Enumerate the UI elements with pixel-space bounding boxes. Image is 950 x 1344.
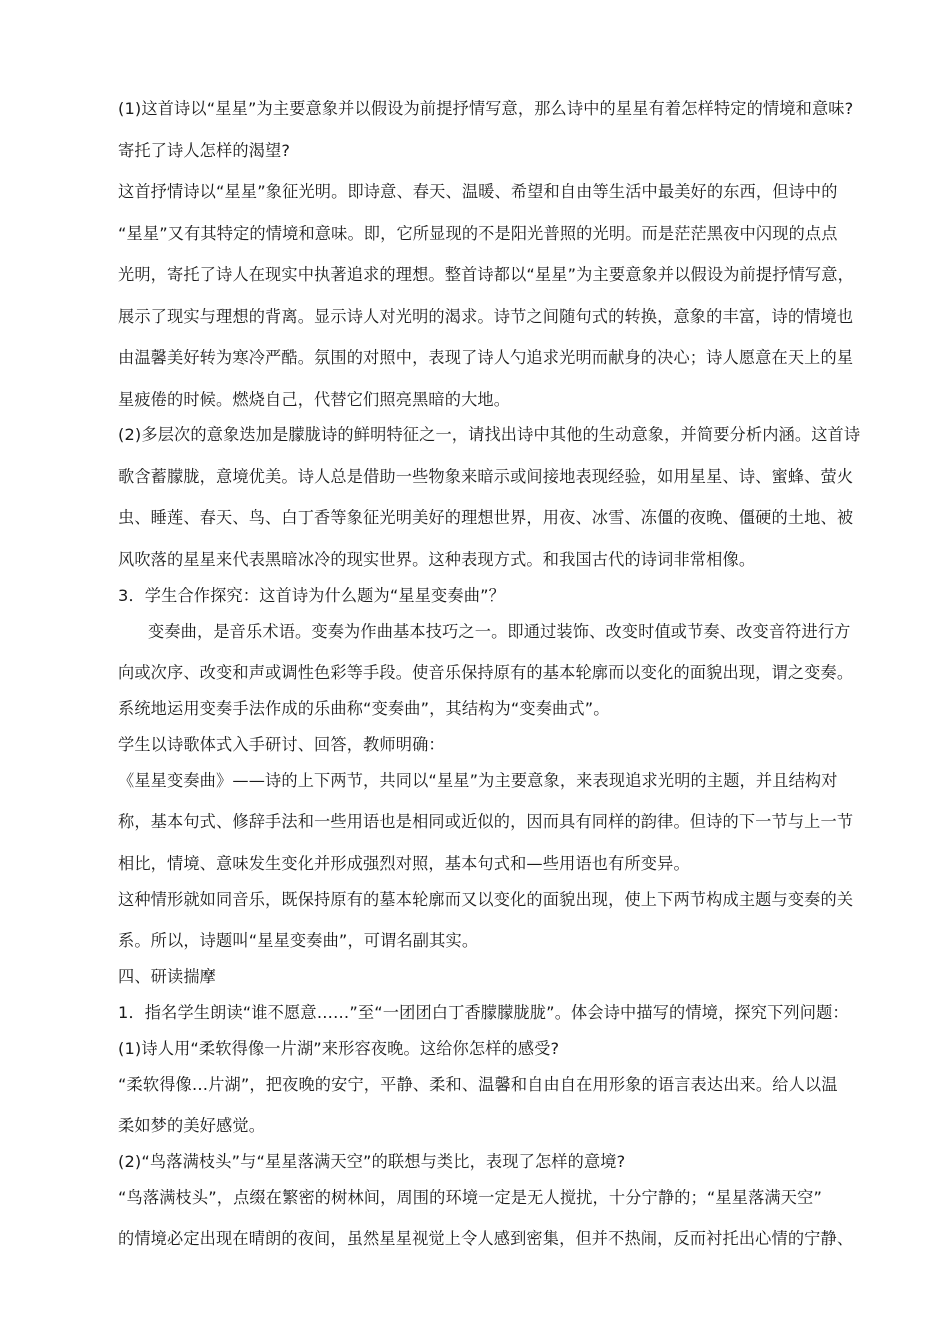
text-line: 展示了现实与理想的背离。显示诗人对光明的渴求。诗节之间随句式的转换，意象的丰富，诗的情境也 xyxy=(118,307,854,326)
text-line: 寄托了诗人怎样的渴望? xyxy=(118,141,291,160)
text-line: 变奏曲，是音乐术语。变奏为作曲基本技巧之一。即通过装饰、改变时值或节奏、改变音符进行方 xyxy=(148,622,851,641)
text-line: 虫、睡莲、春天、鸟、白丁香等象征光明美好的理想世界，用夜、冰雪、冻僵的夜晚、僵硬的土地、被 xyxy=(118,508,854,527)
text-line: 柔如梦的美好感觉。 xyxy=(118,1116,266,1135)
text-line: 称，基本句式、修辞手法和一些用语也是相同或近似的，因而具有同样的韵律。但诗的下一节与上一节 xyxy=(118,812,854,831)
text-line: 系统地运用变奏手法作成的乐曲称“变奏曲”，其结构为“变奏曲式”。 xyxy=(118,699,610,718)
text-line: “星星”又有其特定的情境和意味。即，它所显现的不是阳光普照的光明。而是茫茫黑夜中闪现的点点 xyxy=(118,224,838,243)
section-heading: 四、研读揣摩 xyxy=(118,967,217,986)
text-line: 这种情形就如同音乐，既保持原有的墓本轮廓而又以变化的面貌出现，使上下两节构成主题与变奏的关 xyxy=(118,890,854,909)
text-line: 由温馨美好转为寒冷严酷。氛围的对照中，表现了诗人勺追求光明而献身的决心；诗人愿意在天上的星 xyxy=(118,348,854,367)
text-line: (2)多层次的意象迭加是朦胧诗的鲜明特征之一，请找出诗中其他的生动意象，并简要分析内涵。这首诗 xyxy=(118,425,861,444)
text-line: 光明，寄托了诗人在现实中执著追求的理想。整首诗都以“星星”为主要意象并以假设为前提抒情写意， xyxy=(118,265,854,284)
text-line: 相比，情境、意味发生变化并形成强烈对照，基本句式和—些用语也有所变异。 xyxy=(118,854,690,873)
text-line: 的情境必定出现在晴朗的夜间，虽然星星视觉上令人感到密集，但并不热闹，反而衬托出心情的宁静、 xyxy=(118,1229,854,1248)
text-line: “鸟落满枝头”，点缀在繁密的树林间，周围的环境一定是无人搅扰，十分宁静的；“星星落满天空” xyxy=(118,1188,822,1207)
text-line: (2)“鸟落满枝头”与“星星落满天空”的联想与类比，表现了怎样的意境? xyxy=(118,1152,626,1171)
text-line: 系。所以，诗题叫“星星变奏曲”，可谓名副其实。 xyxy=(118,931,479,950)
text-line: 星疲倦的时候。燃烧自己，代替它们照亮黑暗的大地。 xyxy=(118,390,511,409)
text-line: 1．指名学生朗读“谁不愿意……”至“一团团白丁香朦朦胧胧”。体会诗中描写的情境，探究下列问题： xyxy=(118,1003,849,1022)
text-line: 3．学生合作探究：这首诗为什么题为“星星变奏曲”？ xyxy=(118,586,505,605)
text-line: (1)这首诗以“星星”为主要意象并以假设为前提抒情写意，那么诗中的星星有着怎样特定的情境和意味? xyxy=(118,99,854,118)
text-line: 向或次序、改变和声或调性色彩等手段。使音乐保持原有的基本轮廓而以变化的面貌出现，谓之变奏。 xyxy=(118,663,854,682)
text-line: (1)诗人用“柔软得像一片湖”来形容夜晚。这给你怎样的感受? xyxy=(118,1039,560,1058)
text-line: 《星星变奏曲》——诗的上下两节，共同以“星星”为主要意象，来表现追求光明的主题，并且结构对 xyxy=(118,771,838,790)
text-line: 歌含蓄朦胧，意境优美。诗人总是借助一些物象来暗示或间接地表现经验，如用星星、诗、蜜蜂、萤火 xyxy=(118,467,854,486)
text-line: “柔软得像…片湖”，把夜晚的安宁，平静、柔和、温馨和自由自在用形象的语言表达出来。给人以温 xyxy=(118,1075,838,1094)
text-line: 风吹落的星星来代表黑暗冰冷的现实世界。这种表现方式。和我国古代的诗词非常相像。 xyxy=(118,550,756,569)
text-line: 学生以诗歌体式入手研讨、回答，教师明确： xyxy=(118,735,445,754)
text-line: 这首抒情诗以“星星”象征光明。即诗意、春天、温暖、希望和自由等生活中最美好的东西，但诗中的 xyxy=(118,182,838,201)
